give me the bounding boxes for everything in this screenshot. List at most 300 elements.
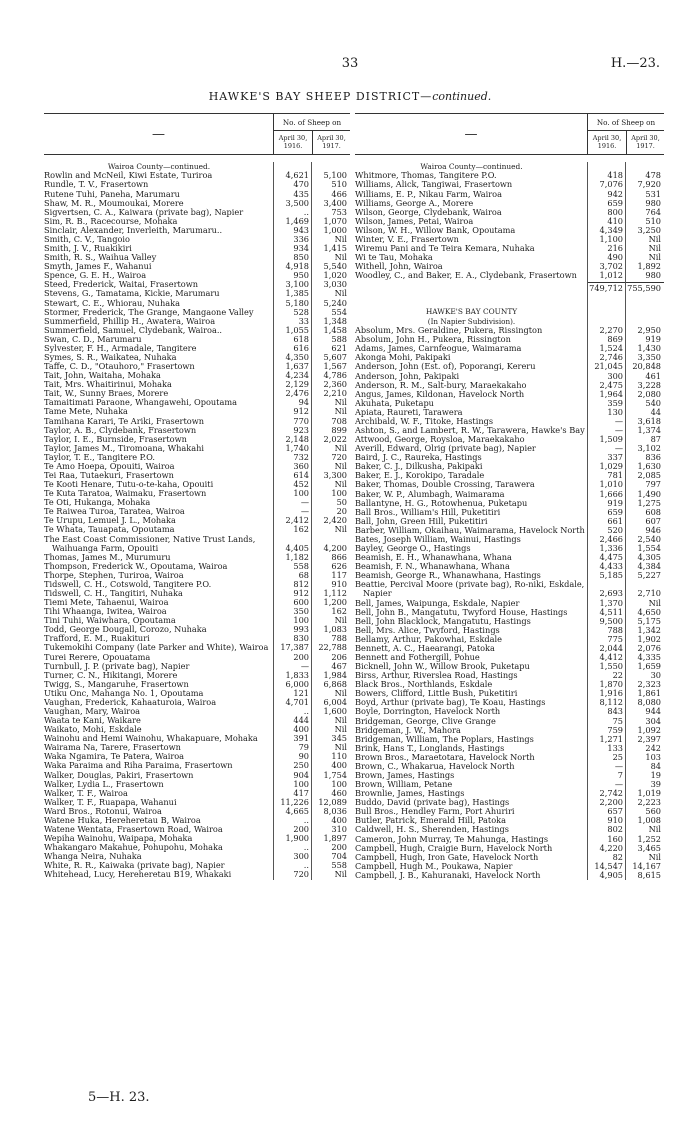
sheep-1917: Nil [334, 724, 347, 735]
sheep-1916: 912 [293, 406, 309, 417]
sheep-1916: 1,509 [599, 434, 623, 445]
owner-name: Tame Mete, Nuhaka [44, 407, 128, 417]
document-reference: H.—23. [610, 56, 660, 71]
page-footer: 5—H. 23. [88, 1090, 150, 1105]
sheep-1917: Nil [334, 252, 347, 263]
owner-name: Sylvester, F. H., Armadale, Tangitere [44, 343, 197, 353]
sheep-1916: 759 [607, 724, 623, 735]
sheep-1917: Nil [334, 715, 347, 726]
sheep-1917: Nil [334, 233, 347, 244]
sheep-1916: 490 [607, 252, 623, 263]
owner-name: Walker, Lydia L., Frasertown [44, 779, 164, 789]
sheep-1916: 100 [293, 778, 309, 789]
sheep-1916: 843 [607, 706, 623, 717]
sheep-1916: 391 [293, 733, 309, 744]
owner-name: Taylor, T. E., Tangitere P.O. [44, 452, 155, 462]
sheep-1916: 1,100 [599, 233, 623, 244]
owner-name: Te Kooti Henare, Tutu-o-te-kaha, Opouiti [44, 480, 214, 490]
owner-name: Smith, C. V., Tangoio [44, 234, 130, 244]
table-row [355, 871, 664, 880]
sheep-1917: 2,710 [637, 588, 661, 599]
sheep-1916: 400 [293, 724, 309, 735]
sheep-1916: 336 [293, 233, 309, 244]
sheep-1917: 100 [331, 778, 347, 789]
sheep-1917: 720 [331, 451, 347, 462]
owner-name: Taylor, I. E., Burnside, Frasertown [44, 434, 187, 444]
table-row [355, 571, 664, 580]
sheep-1917: 1,892 [637, 261, 661, 272]
header-name-column: — [355, 114, 588, 154]
owner-name: Brown, James, Hastings [355, 770, 455, 780]
sheep-1917: 2,540 [637, 533, 661, 544]
owner-name: Tidswell, C. H., Tangitiri, Nuhaka [44, 589, 183, 598]
sheep-1916: 2,129 [285, 379, 309, 390]
owner-name: Akuhata, Puketapu [355, 398, 434, 408]
sheep-1917: 50 [336, 497, 347, 508]
owner-name: Tamaitimati Paraone, Whangawehi, Opoutama [44, 398, 237, 408]
sheep-1917: 1,600 [323, 706, 347, 717]
sheep-1917: 510 [331, 179, 347, 190]
table-row [44, 525, 350, 534]
sheep-1916: 2,412 [285, 515, 309, 526]
sheep-1916: — [614, 779, 623, 790]
owner-name: Attwood, George, Roysloa, Maraekakaho [355, 435, 525, 445]
sheep-1917: 626 [331, 560, 347, 571]
sheep-1917: 242 [645, 742, 661, 753]
sheep-1917: 7,920 [637, 179, 661, 190]
owner-name: Ball Bros., William's Hill, Puketitiri [355, 507, 501, 517]
sheep-1916: 850 [293, 252, 309, 263]
sheep-1916: 2,148 [285, 433, 309, 444]
sheep-1917: Nil [334, 615, 347, 626]
owner-name: Cameron, John Murray, Te Mahunga, Hastings [355, 834, 549, 844]
owner-name: Waikato, Mohi, Eskdale [44, 725, 142, 735]
owner-name: Withell, John, Wairoa [355, 262, 443, 272]
sheep-1917: 110 [331, 751, 347, 762]
sheep-1917: 753 [331, 206, 347, 217]
sheep-1916: 1,524 [599, 343, 623, 354]
sheep-1917: 1,490 [637, 488, 661, 499]
sheep-1916: 1,010 [599, 479, 623, 490]
sheep-1917: 607 [645, 515, 661, 526]
owner-name: Swan, C. D., Marumaru [44, 334, 142, 344]
sheep-1917: 1,342 [637, 624, 661, 635]
sheep-1916: 1,055 [285, 324, 309, 335]
sheep-1916: .. [303, 706, 309, 717]
header-year-1917: April 30, 1917. [312, 131, 350, 154]
sheep-1916: — [300, 506, 309, 517]
sheep-1917: 3,102 [637, 443, 661, 454]
owner-name: Tait, Mrs. Whaitirinui, Mohaka [44, 380, 172, 390]
sheep-1917: Nil [648, 597, 661, 608]
sheep-1917: 2,950 [637, 325, 661, 336]
owner-name: Brink, Hans T., Longlands, Hastings [355, 743, 505, 753]
owner-name: Williams, Alick, Tangiwai, Frasertown [355, 180, 513, 190]
sheep-1916: 775 [607, 633, 623, 644]
owner-name: Symes, S. R., Waikatea, Nuhaka [44, 352, 177, 362]
sheep-1917: 206 [331, 651, 347, 662]
sheep-1917: 1,897 [323, 833, 347, 844]
sheep-1916: 1,900 [285, 833, 309, 844]
owner-name: Bates, Joseph William, Wainui, Hastings [355, 534, 521, 544]
sheep-1917: 2,360 [323, 379, 347, 390]
owner-name: Tait, John, Waitaha, Mohaka [44, 371, 161, 381]
sheep-1917: 6,868 [323, 678, 347, 689]
sheep-1916: 1,012 [599, 270, 623, 281]
sheep-1917: 1,754 [323, 769, 347, 780]
sheep-1917: 87 [650, 434, 661, 445]
owner-name: Tait, W., Sunny Braes, Morere [44, 389, 169, 399]
owner-name: Taylor, James M., Tiromoana, Whakahi [44, 443, 205, 453]
owner-name: Stewart, C. E., Whiorau, Nuhaka [44, 298, 180, 308]
section-heading: Wairoa County—continued. [420, 162, 523, 171]
sheep-1916: 4,349 [599, 224, 623, 235]
owner-name: Bell, John B., Mangatutu, Twyford House, Hastings [355, 607, 568, 617]
owner-name: Sigvertsen, C. A., Kaiwara (private bag), Napier [44, 207, 244, 217]
left-table-body [44, 162, 350, 880]
owner-name: Butler, Patrick, Emerald Hill, Patoka [355, 816, 506, 826]
owner-name: Tihi Whaanga, Iwitea, Wairoa [44, 607, 167, 617]
sheep-1917: 22,788 [318, 642, 347, 653]
sheep-1916: 802 [607, 824, 623, 835]
owner-name: White, R. R., Kaiwaka (private bag), Napier [44, 861, 225, 871]
sheep-1916: 1,916 [599, 688, 623, 699]
page-title-continued: continued. [432, 90, 492, 103]
sheep-1916: 1,469 [285, 215, 309, 226]
owner-name: Baker, C. J., Dilkusha, Pakipaki [355, 462, 483, 472]
sheep-1917: 1,000 [323, 224, 347, 235]
sheep-1917: 704 [331, 851, 347, 862]
sheep-1916: 904 [293, 769, 309, 780]
sheep-1916: 616 [293, 342, 309, 353]
sheep-1917: 400 [331, 760, 347, 771]
owner-name: Wilson, George, Clydebank, Wairoa [355, 207, 502, 217]
sheep-1917: 466 [331, 188, 347, 199]
sheep-1917: 1,630 [637, 461, 661, 472]
owner-name: Archibald, W. F., Titoke, Hastings [355, 416, 494, 426]
sheep-1916: 923 [293, 424, 309, 435]
sheep-1916: 133 [607, 742, 623, 753]
sheep-1917: 980 [645, 197, 661, 208]
owner-name: Wiremu Pani and Te Teira Kemara, Nuhaka [355, 244, 535, 254]
sheep-1916: 410 [607, 215, 623, 226]
sheep-1916: 520 [607, 524, 623, 535]
sheep-1916: 4,621 [285, 170, 309, 181]
sheep-1917: 467 [331, 660, 347, 671]
owner-name: Bayley, George O., Hastings [355, 544, 471, 554]
sheep-1916: 7 [617, 769, 623, 780]
owner-name: Tiemi Mete, Tahaenui, Wairoa [44, 598, 169, 608]
sheep-1916: 2,746 [599, 352, 623, 363]
sheep-1916: 100 [293, 615, 309, 626]
owner-name: Waka Ngamira, Te Patera, Wairoa [44, 752, 185, 762]
owner-name: Absolum, Mrs. Geraldine, Pukera, Rissington [355, 326, 543, 336]
sheep-1916: 160 [607, 833, 623, 844]
sheep-1916: — [614, 443, 623, 454]
sheep-1916: 3,500 [285, 197, 309, 208]
owner-name: Rowlin and McNeil, Kiwi Estate, Turiroa [44, 171, 213, 181]
owner-name: Todd, George Dougall, Corozo, Nuhaka [44, 625, 207, 635]
owner-name: Ashton, S., and Lambert, R. W., Tarawera, Hawke's Bay [355, 426, 585, 436]
owner-name: Bridgeman, J. W., Mahora [355, 725, 461, 735]
sheep-1917: 39 [650, 779, 661, 790]
sheep-1916: 7,076 [599, 179, 623, 190]
sheep-1917: 20 [336, 506, 347, 517]
owner-name: Averill, Edward, Olrig (private bag), Napier [355, 444, 536, 454]
owner-name: Wilson, James, Petai, Wairoa [355, 216, 474, 226]
sheep-1917: 5,175 [637, 615, 661, 626]
table-row [44, 870, 350, 879]
header-sheep-group [588, 114, 664, 154]
owner-name: Stormer, Frederick, The Grange, Mangaone Valley [44, 307, 254, 317]
owner-name: Adams, James, Carnfeogue, Waimarama [355, 344, 522, 354]
sheep-1917: 944 [645, 706, 661, 717]
sheep-1916: 4,701 [285, 696, 309, 707]
owner-name: Boyd, Arthur (private bag), Te Koau, Hastings [355, 698, 546, 708]
sheep-1916: 4,905 [599, 869, 623, 880]
sheep-1916: 11,226 [280, 796, 309, 807]
owner-name: Waata te Kani, Waikare [44, 716, 141, 726]
sheep-1917: 588 [331, 333, 347, 344]
sheep-1916: 781 [607, 470, 623, 481]
owner-name: Apiata, Raureti, Tarawera [355, 407, 463, 417]
sheep-1917: 4,305 [637, 552, 661, 563]
sheep-1917: 1,252 [637, 833, 661, 844]
owner-name: Rutene Tuhi, Paneha, Marumaru [44, 189, 180, 199]
sheep-1917: 4,786 [323, 370, 347, 381]
owner-name: Waka Paraima and Riha Paraima, Frasertown [44, 761, 233, 771]
sheep-1916: 5,180 [285, 297, 309, 308]
page-title-main: HAWKE'S BAY SHEEP DISTRICT— [208, 90, 433, 103]
sheep-1917: 866 [331, 551, 347, 562]
owner-name: Bell, Mrs. Alice, Twyford, Hastings [355, 625, 500, 635]
sheep-1917: 3,300 [323, 469, 347, 480]
sheep-1917: 1,008 [637, 815, 661, 826]
sheep-1917: 788 [331, 633, 347, 644]
sheep-1917: 200 [331, 842, 347, 853]
sheep-1916: .. [303, 206, 309, 217]
owner-name: Bennett, A. C., Haearangi, Patoka [355, 643, 495, 653]
owner-name: Barber, William, Okaihau, Waimarama, Havelock North [355, 525, 585, 535]
sheep-1917: 3,618 [637, 415, 661, 426]
sheep-1917: 345 [331, 733, 347, 744]
sheep-1917: 899 [331, 424, 347, 435]
owner-name: Te Kuta Taratoa, Waimaku, Frasertown [44, 489, 207, 499]
owner-name: Summerfield, Phillip H., Awatera, Wairoa [44, 316, 216, 326]
sheep-1917: 1,415 [323, 243, 347, 254]
sheep-1917: 310 [331, 824, 347, 835]
owner-name: Williams, E. P., Nikau Farm, Wairoa [355, 189, 502, 199]
sheep-1917: 44 [650, 406, 661, 417]
owner-name: Bell, John Blacklock, Mangatutu, Hastings [355, 616, 531, 626]
sheep-1917: 1,902 [637, 633, 661, 644]
owner-name: Shaw, M. R., Moumoukai, Morere [44, 198, 184, 208]
sheep-1917: Nil [648, 252, 661, 263]
owner-name: Brown Bros., Maraetotara, Havelock North [355, 752, 535, 762]
owner-name: Brown, C., Whakarua, Havelock North [355, 761, 515, 771]
sheep-1916: 942 [607, 188, 623, 199]
owner-name: Bicknell, John W., Willow Brook, Puketapu [355, 662, 530, 672]
owner-name: Wairama Na, Tarere, Frasertown [44, 743, 181, 753]
sheep-1916: 337 [607, 452, 623, 463]
owner-name: Brownlie, James, Hastings [355, 789, 465, 799]
owner-name: Absolum, John H., Pukera, Rissington [355, 335, 511, 345]
sheep-1917: 1,861 [637, 688, 661, 699]
owner-name: Vaughan, Mary, Wairoa [44, 707, 141, 717]
owner-name: Sinclair, Alexander, Inverleith, Marumaru.. [44, 225, 223, 235]
sheep-1916: 869 [607, 334, 623, 345]
sheep-1917: 8,615 [637, 869, 661, 880]
sheep-1916: 943 [293, 224, 309, 235]
owner-name: Wainohu and Hemi Wainohu, Whakapuare, Mohaka [44, 734, 258, 744]
right-table-body [355, 162, 664, 880]
sheep-1916: 2,270 [599, 325, 623, 336]
owner-name: Te Amo Hoepa, Opouiti, Wairoa [44, 461, 175, 471]
sheep-1916: 417 [293, 787, 309, 798]
sheep-1916: 33 [298, 315, 309, 326]
owner-name: Te Oti, Hukanga, Mohaka [44, 498, 151, 508]
owner-name: Taffe, C. D., "Otauhoro," Frasertown [44, 362, 195, 372]
sheep-1917: 708 [331, 415, 347, 426]
sheep-1916: 94 [298, 397, 309, 408]
sheep-1917: 2,210 [323, 388, 347, 399]
sheep-1917: 608 [645, 506, 661, 517]
owner-name: Steed, Frederick, Waitai, Frasertown [44, 280, 198, 290]
owner-name: Bennett and Fothergill, Pohue [355, 652, 480, 662]
table-row [355, 271, 664, 280]
owner-name: Utiku Onc, Mahanga No. 1, Opoutama [44, 688, 204, 698]
sheep-1917: Nil [648, 851, 661, 862]
right-table [355, 113, 664, 880]
section-heading-county: HAWKE'S BAY COUNTY [425, 307, 518, 317]
sheep-1917: Nil [334, 742, 347, 753]
sheep-1916: 4,511 [599, 606, 623, 617]
owner-name: Rundle, T. V., Frasertown [44, 180, 149, 190]
sheep-1916: 1,385 [285, 288, 309, 299]
sheep-1917: 1,554 [637, 543, 661, 554]
sheep-1917: Nil [334, 406, 347, 417]
sheep-1916: 558 [293, 560, 309, 571]
header-sheep-label: No. of Sheep on [274, 114, 350, 131]
owner-name: Woodley, C., and Baker, E. A., Clydebank, Frasertown [355, 271, 577, 281]
left-table-header [44, 113, 350, 155]
sheep-1917: 117 [331, 569, 347, 580]
owner-name: Wi te Tau, Mohaka [355, 253, 433, 263]
owner-name: Black Bros., Northlands, Eskdale [355, 680, 493, 690]
sheep-1917: 19 [650, 769, 661, 780]
sheep-1917: 554 [331, 306, 347, 317]
owner-name: Sim, R. B., Racecourse, Mohaka [44, 216, 178, 226]
sheep-1917: 836 [645, 452, 661, 463]
sheep-1917: 30 [650, 670, 661, 681]
owner-name: Whanga Neira, Nuhaka [44, 852, 142, 862]
sheep-1917: 797 [645, 479, 661, 490]
owner-name: Wepiha Wainohu, Waipapa, Mohaka [44, 834, 193, 844]
sheep-1916: 452 [293, 479, 309, 490]
sheep-1917: 919 [645, 334, 661, 345]
sheep-1917: 1,019 [637, 788, 661, 799]
sheep-1917: 4,650 [637, 606, 661, 617]
sheep-1917: 1,275 [637, 497, 661, 508]
owner-name: Anderson, John, Pakipaki [355, 371, 460, 381]
sheep-1916: 661 [607, 515, 623, 526]
owner-name: Tukemokihi Company (late Parker and White), Wairoa [44, 643, 269, 653]
sheep-1917: 103 [645, 751, 661, 762]
owner-name: Buddo, David (private bag), Hastings [355, 798, 510, 808]
sheep-1917: 6,004 [323, 696, 347, 707]
sheep-1916: 200 [293, 824, 309, 835]
sheep-1916: 14,547 [594, 860, 623, 871]
owner-name: Winter, V. E., Frasertown [355, 234, 459, 244]
owner-name: Vaughan, Frederick, Kahaaturoia, Wairoa [44, 697, 217, 707]
owner-name: Angus, James, Kildonan, Havelock North [355, 389, 525, 399]
sheep-1916: 3,702 [599, 261, 623, 272]
sheep-1917: 1,020 [323, 270, 347, 281]
owner-name: Thorpe, Stephen, Turiroa, Wairoa [44, 570, 184, 580]
owner-name: Tidswell, C. H., Cotswold, Tangitere P.O. [44, 579, 212, 589]
sheep-1916: 300 [607, 370, 623, 381]
sheep-1916: 1,271 [599, 733, 623, 744]
total-1917: 755,590 [626, 282, 664, 293]
header-year-1917: April 30, 1917. [626, 131, 664, 154]
sheep-1917: 2,397 [637, 733, 661, 744]
sheep-1916: 618 [293, 333, 309, 344]
sheep-1917: 558 [331, 860, 347, 871]
sheep-1916: .. [303, 814, 309, 825]
sheep-1916: 470 [293, 179, 309, 190]
owner-name: Campbell, Hugh M., Poukawa, Napier [355, 861, 513, 871]
sheep-1916: 350 [293, 606, 309, 617]
owner-name: Taylor, A. B., Clydebank, Frasertown [44, 425, 197, 435]
owner-name: Baker, E. J., Korokipo, Taradale [355, 471, 485, 481]
sheep-1917: Nil [334, 479, 347, 490]
sheep-1916: 79 [298, 742, 309, 753]
sheep-1917: 20,848 [632, 361, 661, 372]
owner-name: Summerfield, Samuel, Clydebank, Wairoa.. [44, 325, 223, 335]
county-total-row [355, 282, 664, 293]
sheep-1916: 359 [607, 397, 623, 408]
page-number: 33 [341, 56, 359, 71]
sheep-1917: Nil [334, 869, 347, 880]
owner-name: Beattie, Percival Moore (private bag), Ro-niki, Eskdale, Napier [355, 580, 585, 599]
right-table-header [355, 113, 664, 155]
sheep-1916: .. [303, 842, 309, 853]
sheep-1916: 1,964 [599, 388, 623, 399]
header-year-1916: April 30, 1916. [278, 134, 308, 150]
owner-name: Caldwell, H. S., Sherenden, Hastings [355, 825, 509, 835]
sheep-1916: 1,336 [599, 543, 623, 554]
sheep-1917: 5,227 [637, 570, 661, 581]
sheep-1917: Nil [648, 243, 661, 254]
sheep-1917: 1,659 [637, 661, 661, 672]
sheep-1916: 5,185 [599, 570, 623, 581]
sheep-1917: 12,089 [318, 796, 347, 807]
owner-name: Baker, W. P., Alumbagh, Waimarama [355, 489, 505, 499]
owner-name: Trafford, E. M., Ruakituri [44, 634, 150, 644]
sheep-1916: 8,112 [599, 697, 623, 708]
owner-name: Smyth, James F., Wahanui [44, 262, 152, 272]
table-row [44, 535, 350, 553]
owner-name: Smith, R. S., Waihua Valley [44, 253, 157, 263]
sheep-1916: 1,740 [285, 442, 309, 453]
sheep-1917: 100 [331, 488, 347, 499]
sheep-1916: 444 [293, 715, 309, 726]
owner-name: Walker, T. F., Wairoa [44, 788, 128, 798]
sheep-1917: 5,607 [323, 351, 347, 362]
sheep-1917: Nil [648, 824, 661, 835]
sheep-1917: 946 [645, 524, 661, 535]
sheep-1916: 912 [293, 588, 309, 598]
